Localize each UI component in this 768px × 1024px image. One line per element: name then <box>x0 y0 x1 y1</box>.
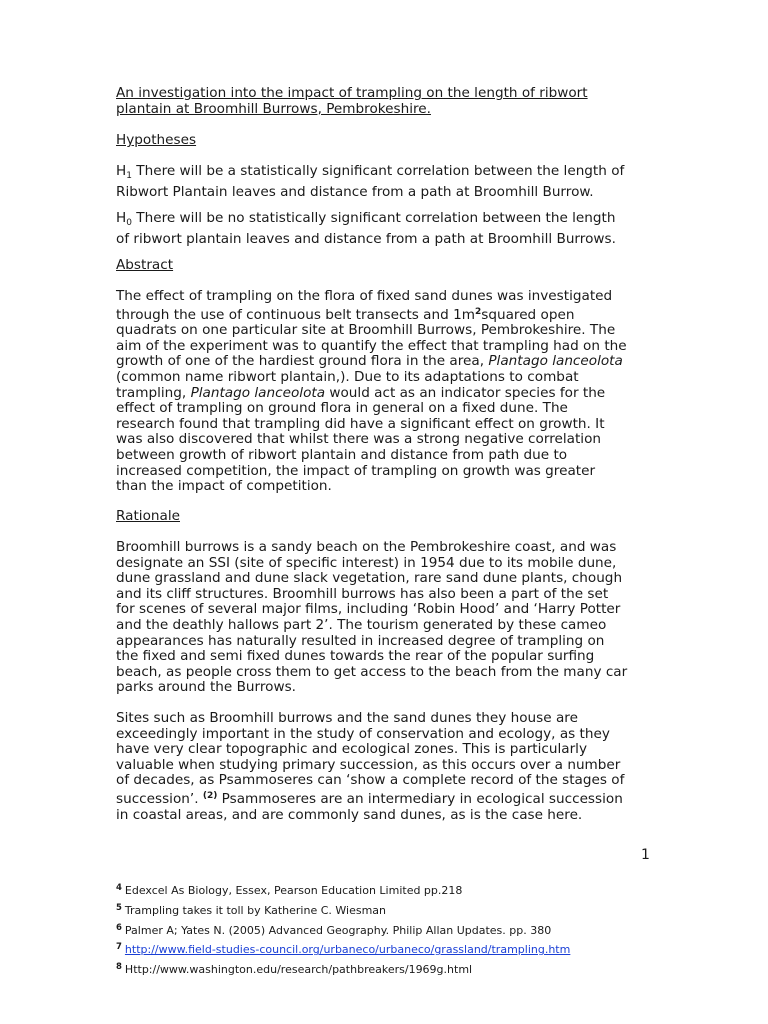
footnote-link[interactable]: http://www.field-studies-council.org/urbaneco/urbaneco/grassland/trampling.htm <box>124 943 571 957</box>
superscript: 2 <box>474 306 482 317</box>
h0-subscript: 0 <box>126 218 132 228</box>
hypothesis-h1 <box>116 164 656 200</box>
h0-symbol: H <box>116 210 127 226</box>
rationale-line: and its cliff structures. Broomhill burrows has also been a part of the set <box>116 585 609 602</box>
abstract-line: was also discovered that whilst there was a strong negative correlation <box>116 431 602 448</box>
rationale-paragraph-1 <box>116 540 656 696</box>
rationale-line: Broomhill burrows is a sandy beach on the Pembrokeshire coast, and was <box>116 539 617 555</box>
page-number: 1 <box>641 847 650 863</box>
title-line: An investigation into the impact of trampling on the length of ribwort <box>116 85 588 101</box>
h1-symbol: H <box>116 163 127 179</box>
rationale-heading: Rationale <box>116 508 180 524</box>
footnote-number: 7 <box>116 942 122 953</box>
document-title <box>116 86 656 117</box>
citation-marker: (2) <box>202 790 218 801</box>
rationale-line: appearances has naturally resulted in increased degree of trampling on <box>116 632 605 649</box>
footnote <box>116 920 570 940</box>
rationale-line: succession’. <box>116 790 203 807</box>
species-name: Plantago lanceolota <box>190 384 326 401</box>
abstract-paragraph <box>116 289 656 495</box>
abstract-line: research found that trampling did have a significant effect on growth. It <box>116 415 605 432</box>
rationale-line: have very clear topographic and ecological zones. This is particularly <box>116 741 587 758</box>
footnote <box>116 880 570 900</box>
abstract-line: trampling, <box>116 384 191 401</box>
rationale-line: for scenes of several major films, including ‘Robin Hood’ and ‘Harry Potter <box>116 601 621 618</box>
h1-text: There will be a statistically significant correlation between the length of <box>131 163 625 179</box>
abstract-line: quadrats on one particular site at Broomhill Burrows, Pembrokeshire. The <box>116 322 616 339</box>
rationale-line: exceedingly important in the study of conservation and ecology, as they <box>116 725 610 742</box>
hypothesis-h0 <box>116 211 656 247</box>
rationale-line: and the deathly hallows part 2’. The tourism generated by these cameo <box>116 616 607 633</box>
rationale-line: valuable when studying primary succession, as this occurs over a number <box>116 756 621 773</box>
footnote-text: Edexcel As Biology, Essex, Pearson Education Limited pp.218 <box>124 884 463 897</box>
rationale-line: dune grassland and dune slack vegetation, rare sand dune plants, chough <box>116 570 623 587</box>
h1-text: Ribwort Plantain leaves and distance from a path at Broomhill Burrow. <box>116 183 594 200</box>
footnote-text: Palmer A; Yates N. (2005) Advanced Geography. Philip Allan Updates. pp. 380 <box>124 923 552 937</box>
rationale-line: in coastal areas, and are commonly sand dunes, as is the case here. <box>116 806 583 823</box>
abstract-line: The effect of trampling on the flora of fixed sand dunes was investigated <box>116 288 613 304</box>
footnote-text: Http://www.washington.edu/research/pathbreakers/1969g.html <box>124 963 473 977</box>
abstract-line: aim of the experiment was to quantify the effect that trampling had on the <box>116 337 627 354</box>
footnote-text: Trampling takes it toll by Katherine C. Wiesman <box>124 903 386 917</box>
species-name: Plantago lanceolota <box>488 353 623 370</box>
rationale-line: beach, as people cross them to get access to the beach from the many car <box>116 663 628 680</box>
rationale-line: parks around the Burrows. <box>116 679 296 696</box>
rationale-line: Psammoseres are an intermediary in ecological succession <box>217 790 623 807</box>
footnote-number: 8 <box>116 962 122 973</box>
h1-subscript: 1 <box>126 171 132 181</box>
footnote <box>116 900 570 920</box>
title-line: plantain at Broomhill Burrows, Pembrokeshire. <box>116 100 431 117</box>
rationale-line: the fixed and semi fixed dunes towards the rear of the popular surfing <box>116 648 595 665</box>
abstract-line: through the use of continuous belt transects and 1m <box>116 306 475 323</box>
abstract-heading: Abstract <box>116 257 174 273</box>
abstract-line: increased competition, the impact of trampling on growth was greater <box>116 462 596 479</box>
h0-text: of ribwort plantain leaves and distance from a path at Broomhill Burrows. <box>116 230 616 247</box>
footnote <box>116 959 570 979</box>
footnote-number: 6 <box>116 922 122 933</box>
abstract-line: squared open <box>481 306 575 323</box>
abstract-line: than the impact of competition. <box>116 478 332 495</box>
abstract-line: (common name ribwort plantain,). Due to its adaptations to combat <box>116 368 579 385</box>
footnote-number: 5 <box>116 902 122 913</box>
h0-text: There will be no statistically significant correlation between the length <box>131 210 616 226</box>
footnote <box>116 939 570 959</box>
rationale-paragraph-2 <box>116 711 656 823</box>
footnotes <box>116 880 570 979</box>
abstract-line: effect of trampling on ground flora in general on a fixed dune. The <box>116 400 568 417</box>
abstract-line: would act as an indicator species for the <box>325 384 606 401</box>
hypotheses-heading: Hypotheses <box>116 132 197 148</box>
footnote-number: 4 <box>116 883 122 893</box>
rationale-line: of decades, as Psammoseres can ‘show a complete record of the stages of <box>116 772 625 789</box>
rationale-line: Sites such as Broomhill burrows and the sand dunes they house are <box>116 710 578 726</box>
rationale-line: designate an SSI (site of specific interest) in 1954 due to its mobile dune, <box>116 554 617 571</box>
abstract-line: between growth of ribwort plantain and distance from path due to <box>116 446 568 463</box>
abstract-line: growth of one of the hardiest ground flora in the area, <box>116 353 489 370</box>
